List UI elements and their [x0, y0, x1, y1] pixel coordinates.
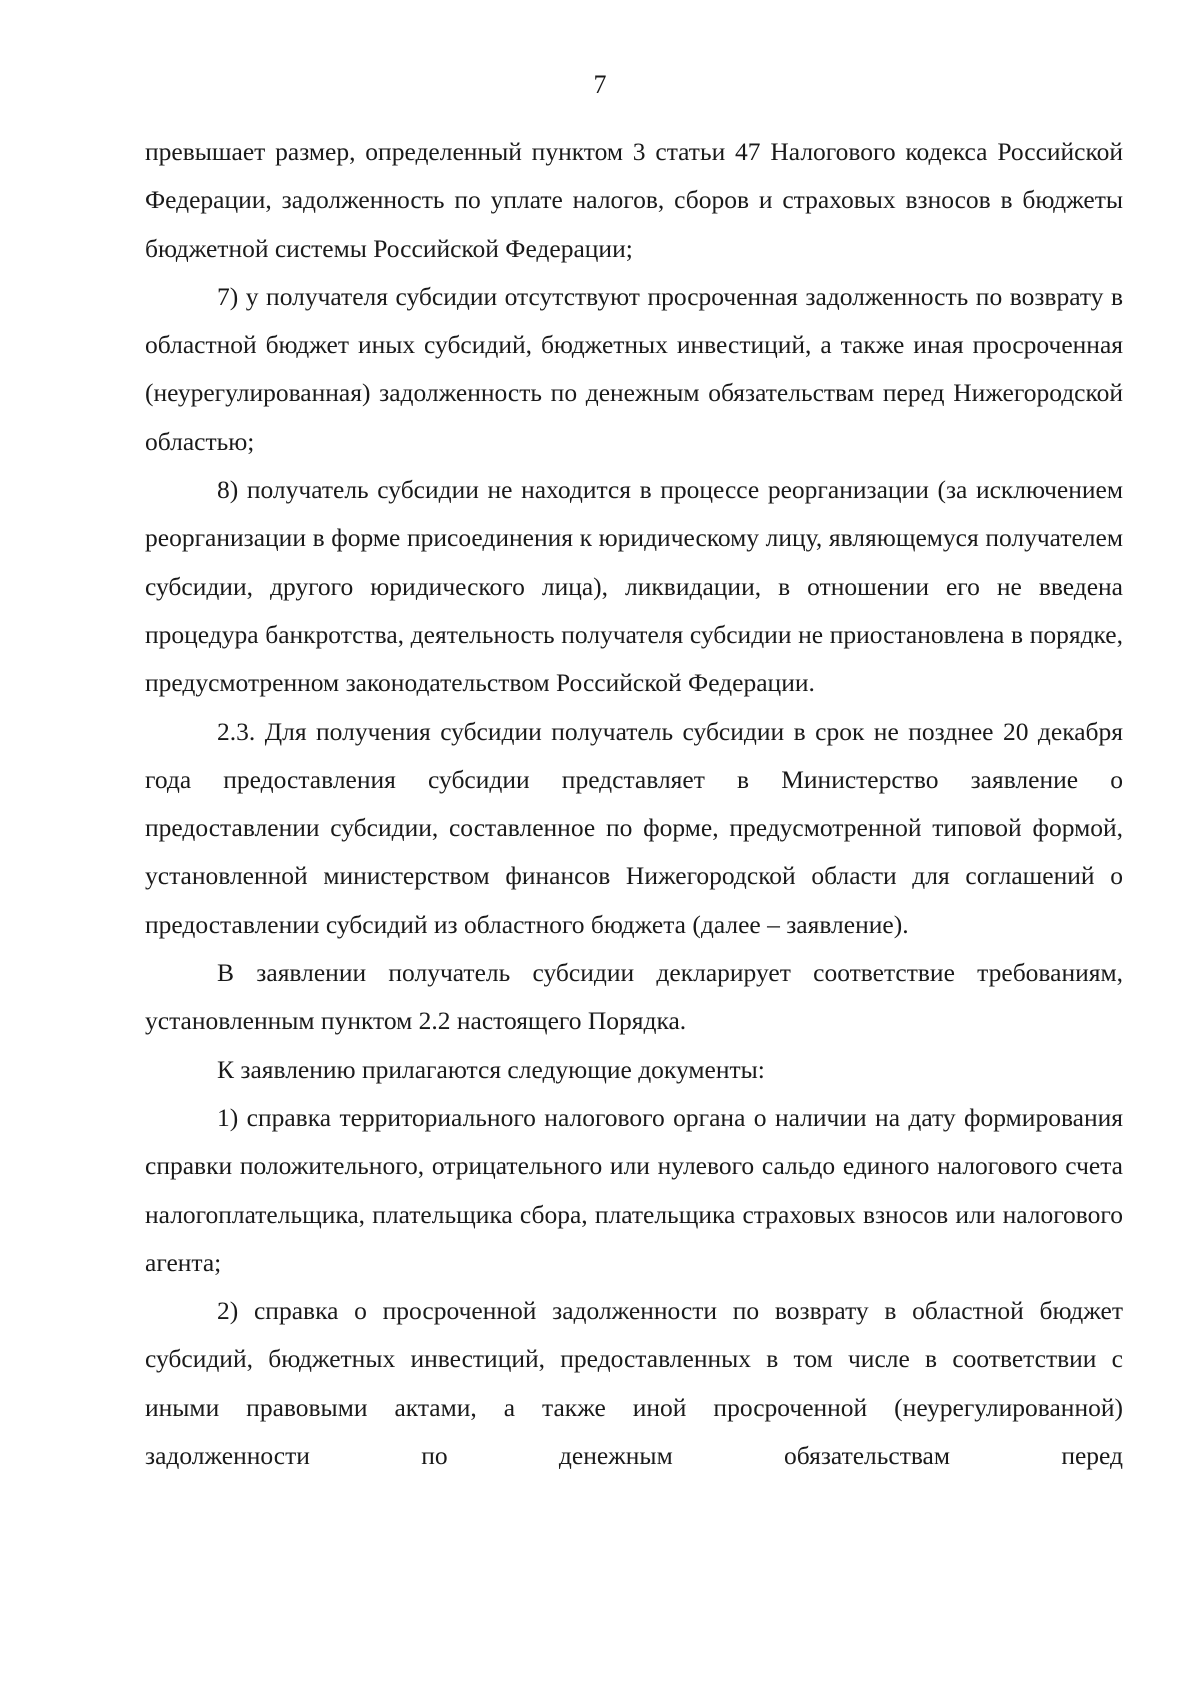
document-body	[145, 128, 1123, 1480]
paragraph-item-7: 7) у получателя субсидии отсутствуют просроченная задолженность по возврату в областной бюджет иных субсидий, бюджетных инвестиций, а также иная просроченная (неурегулированная) задолженность по денежным обязательствам перед Нижегородской областью;	[145, 281, 1123, 456]
paragraph-document-1: 1) справка территориального налогового органа о наличии на дату формирования справки положительного, отрицательного или нулевого сальдо единого налогового счета налогоплательщика, плательщика сбора, плательщика страховых взносов или налогового агента;	[145, 1102, 1123, 1277]
paragraph-documents-intro: К заявлению прилагаются следующие документы:	[217, 1054, 765, 1084]
paragraph-continuation: превышает размер, определенный пунктом 3 статьи 47 Налогового кодекса Российской Федерации, задолженность по уплате налогов, сборов и страховых взносов в бюджеты бюджетной системы Российской Федерации;	[145, 137, 1123, 263]
paragraph-document-2: 2) справка о просроченной задолженности по возврату в областной бюджет субсидий, бюджетных инвестиций, предоставленных в том числе в соответствии с иными правовыми актами, а также иной просроченной (неурегулированной) задолженности по денежным обязательствам перед	[145, 1296, 1123, 1471]
paragraph-item-8: 8) получатель субсидии не находится в процессе реорганизации (за исключением реорганизации в форме присоединения к юридическому лицу, являющемуся получателем субсидии, другого юридического лица), ликвидации, в отношении его не введена процедура банкротства, деятельность получателя субсидии не приостановлена в порядке, предусмотренном законодательством Российской Федерации.	[145, 475, 1123, 698]
paragraph-section-2-3: 2.3. Для получения субсидии получатель субсидии в срок не позднее 20 декабря года предоставления субсидии представляет в Министерство заявление о предоставлении субсидии, составленное по форме, предусмотренной типовой формой, установленной министерством финансов Нижегородской области для соглашений о предоставлении субсидий из областного бюджета (далее – заявление).	[145, 716, 1123, 939]
paragraph-declaration: В заявлении получатель субсидии декларирует соответствие требованиям, установленным пунктом 2.2 настоящего Порядка.	[145, 958, 1123, 1036]
page-number: 7	[593, 70, 607, 99]
